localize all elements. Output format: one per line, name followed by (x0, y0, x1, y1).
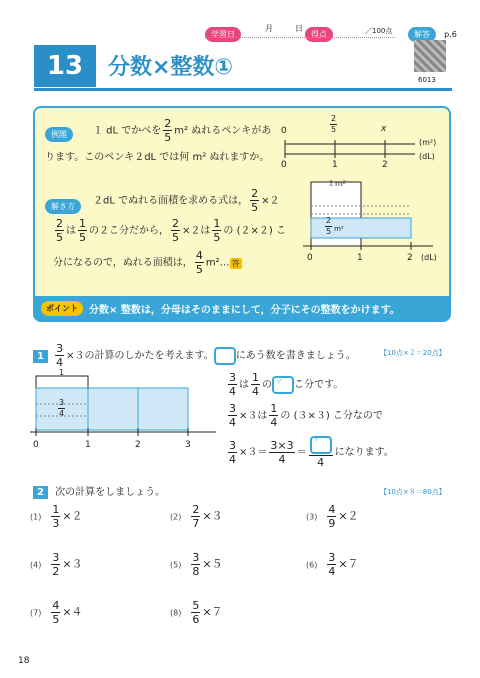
study-date-label: 学習日 (205, 27, 241, 42)
example-line-1: １ dL でかべを $\frac{2}{5}$ m² ぬれるペンキがあ (93, 117, 272, 144)
q1-row-1: $\frac{3}{4}$ は $\frac{1}{4}$ の ア こ分です。 (229, 371, 344, 398)
q2-points: 【10点×８＝80点】 (380, 488, 446, 496)
blank-b[interactable]: イ (310, 436, 332, 454)
solution-tag: 解き方 (45, 199, 81, 214)
q2-item-4: (4) $\frac{3}{2}$ ×３ (30, 551, 83, 578)
example-box: 例題 １ dL でかべを $\frac{2}{5}$ m² ぬれるペンキがあ ります。このペンキ２dL では何 m² ぬれますか。 0 $\frac{2}{5}$ x (m²) 0 1 2 (dL) 解き方 ２dL でぬれる面積を求める式は， $\frac{2}{5}$ ×２ $\frac{2}{5}$ は $\frac{1}{5}$ の２こ分だから， $\frac{2}{5}$ ×２は $\frac{1}{5}$ の (２×２) こ 分になるので，ぬれる面積は， $\frac{4}{5}$ m²… 答 １m² $\frac{2}{5}$ m² 0 1 2 (dL) ポイント 分数× 整数は，分母はそのままにして，分子にその整数をかけます。 (33, 106, 451, 322)
solution-line-2: $\frac{2}{5}$ は $\frac{1}{5}$ の２こ分だから， $\frac{2}{5}$ ×２は $\frac{1}{5}$ の (２×２) こ (56, 217, 286, 244)
lesson-number-box (34, 45, 96, 87)
header-study-date (205, 22, 395, 39)
month-label: 月 (265, 24, 273, 33)
answer-mark: 答 (231, 258, 240, 268)
score-total: ／100点 (365, 27, 393, 35)
answer-label: 解答 (408, 27, 436, 42)
q1-header: 1 $\frac{3}{4}$ ×３の計算のしかたを考えます。 にあう数を書きましょう。 (33, 343, 356, 368)
answer-ref (408, 22, 457, 42)
example-tag: 例題 (45, 127, 73, 142)
q2-item-1: (1) $\frac{1}{3}$ ×２ (30, 503, 83, 530)
q2-header: 2 次の計算をしましょう。 (33, 483, 165, 498)
q2-item-2: (2) $\frac{2}{7}$ ×３ (170, 503, 223, 530)
score-label: 得点 (305, 27, 333, 42)
q1-row-3: $\frac{3}{4}$ ×３＝ $\frac{3\times 3}{4}$ ＝ $\frac{\text{イ}}{4}$ になります。 (229, 436, 394, 469)
answer-page: p.6 (444, 30, 457, 39)
q1-points: 【10点×２＝20点】 (380, 349, 446, 357)
code-text: 6013 (418, 76, 436, 84)
q2-number: 2 (33, 486, 48, 499)
q2-item-8: (8) $\frac{5}{6}$ ×７ (170, 599, 223, 626)
point-tag: ポイント (41, 301, 83, 316)
q1-row-2: $\frac{3}{4}$ ×３は $\frac{1}{4}$ の (３×３) こ分なので (229, 402, 383, 429)
q2-item-7: (7) $\frac{4}{5}$ ×４ (30, 599, 83, 626)
day-label: 日 (295, 24, 303, 33)
q1-number: 1 (33, 350, 48, 363)
q2-item-3: (3) $\frac{4}{9}$ ×２ (306, 503, 359, 530)
point-text: 分数× 整数は，分母はそのままにして，分子にその整数をかけます。 (89, 304, 400, 316)
blank-sample (214, 347, 236, 365)
qr-code (414, 40, 446, 72)
lesson-number: 13 (46, 51, 84, 81)
solution-line-1: ２dL でぬれる面積を求める式は， $\frac{2}{5}$ ×２ (93, 187, 280, 214)
page-number: 18 (18, 656, 30, 666)
point-strip (33, 296, 451, 320)
blank-a[interactable]: ア (272, 376, 294, 394)
example-line-2: ります。このペンキ２dL では何 m² ぬれますか。 (45, 152, 270, 163)
solution-line-3: 分になるので，ぬれる面積は， $\frac{4}{5}$ m²… 答 (53, 249, 240, 276)
q2-item-6: (6) $\frac{3}{4}$ ×７ (306, 551, 359, 578)
q2-item-5: (5) $\frac{3}{8}$ ×５ (170, 551, 223, 578)
lesson-title: 分数×整数① (108, 55, 234, 80)
